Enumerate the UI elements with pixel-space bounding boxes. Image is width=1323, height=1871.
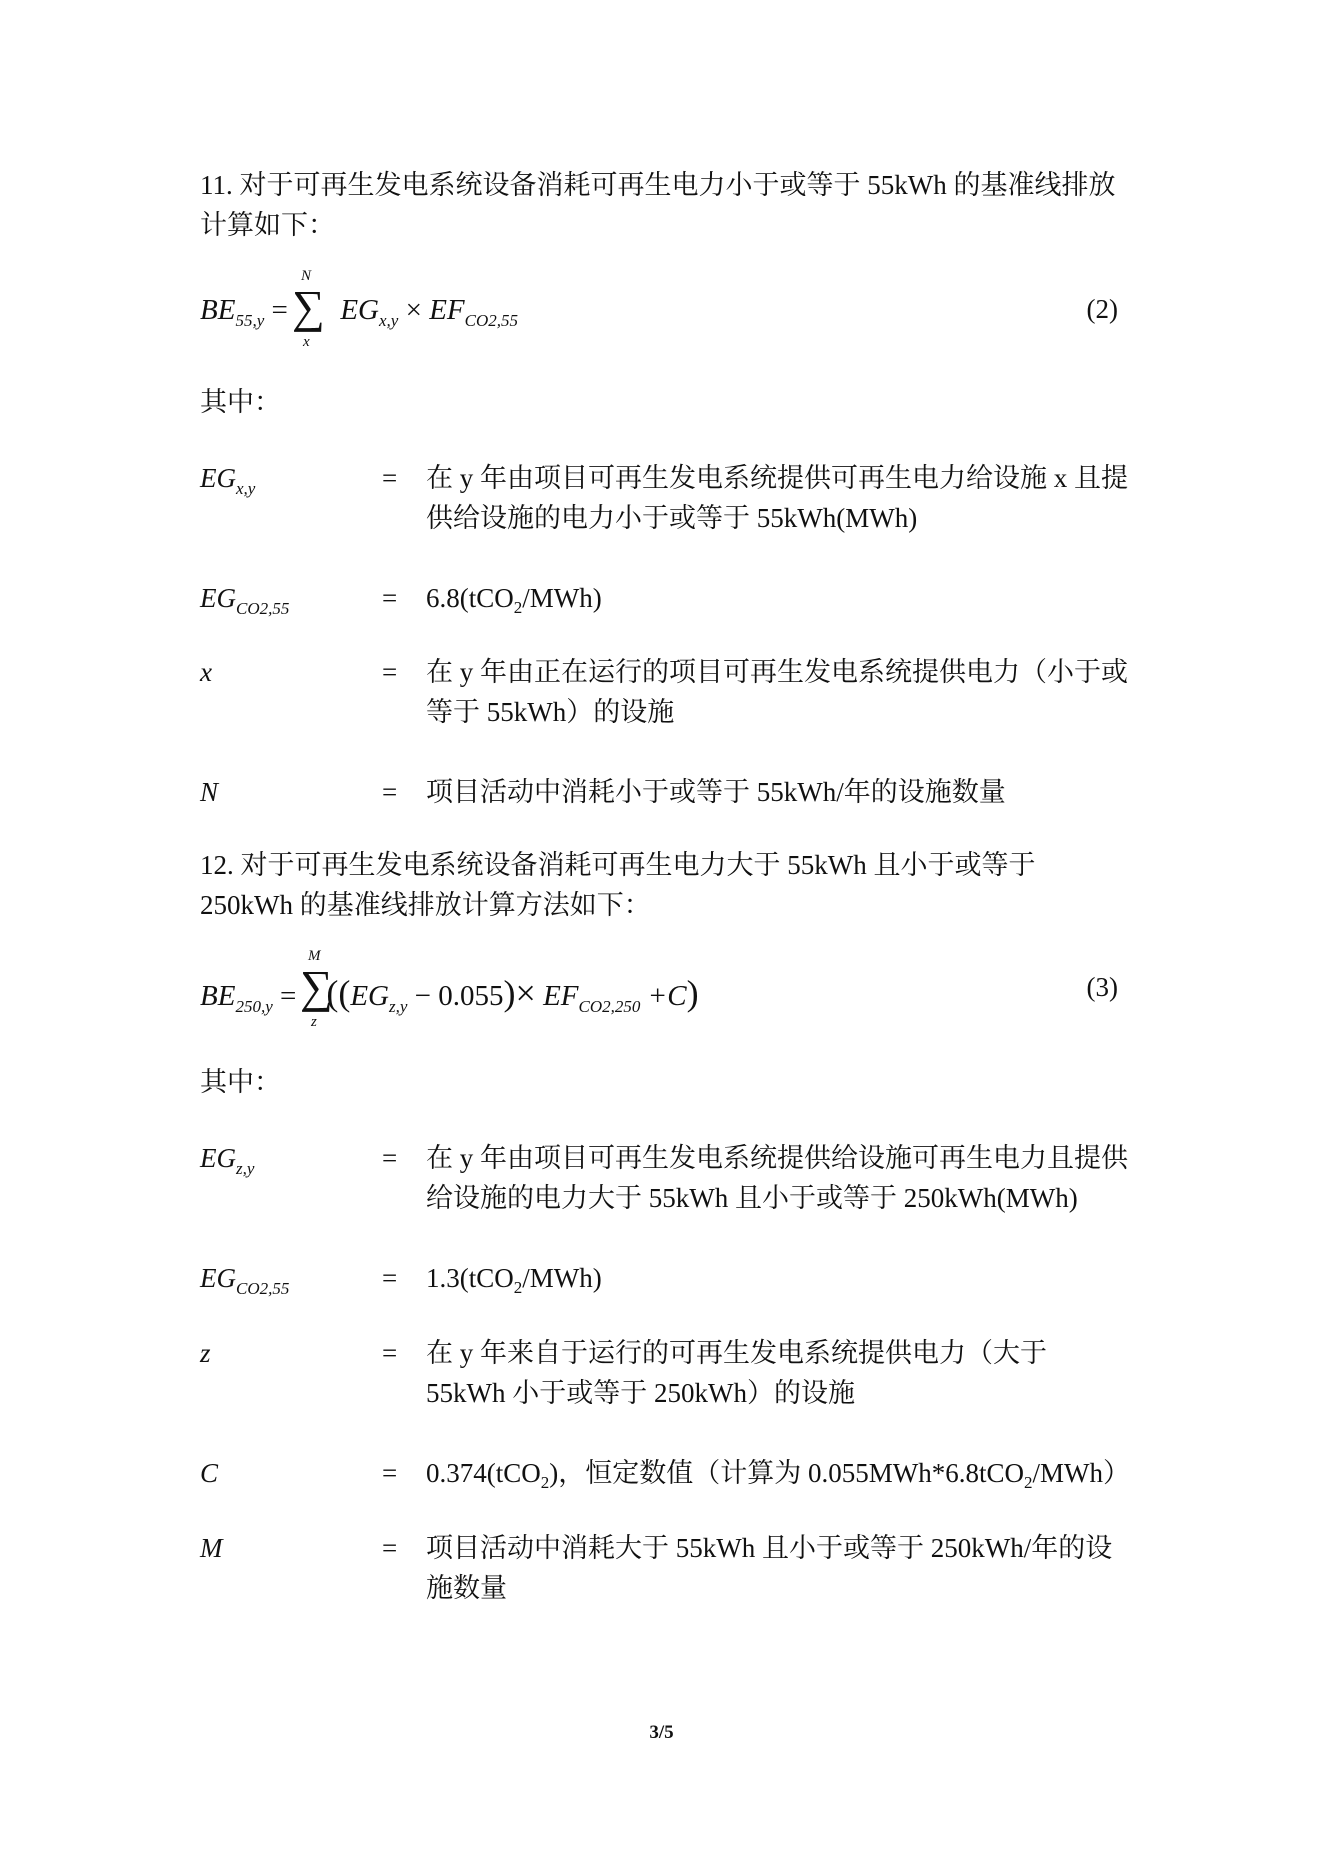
eq2-sum-upper: N <box>301 268 312 284</box>
eq2-sigma-icon: ∑ <box>292 281 325 332</box>
eq3-open-paren: (( <box>326 973 351 1013</box>
definition-text: 在 y 年由项目可再生发电系统提供可再生电力给设施 x 且提供给设施的电力小于或等于 55kWh(MWh) <box>426 463 1128 533</box>
definition-symbol: $EG_{x,y}$ <box>200 463 256 498</box>
eq3-term2-sub: CO2,250 <box>578 997 641 1016</box>
definition-symbol: $EG_{CO2,55}$ <box>200 1263 290 1298</box>
definition-symbol: M <box>200 1533 223 1563</box>
paragraph-11: 11. 对于可再生发电系统设备消耗可再生电力小于或等于 55kWh 的基准线排放计算如下： <box>200 170 1116 240</box>
eq3-lhs-sub: 250,y <box>235 997 273 1016</box>
definition-symbol: C <box>200 1458 219 1488</box>
eq3-sigma-icon: ∑ <box>300 961 333 1012</box>
definition-text: 在 y 年由项目可再生发电系统提供给设施可再生电力且提供给设施的电力大于 55kWh 且小于或等于 250kWh(MWh) <box>426 1143 1128 1213</box>
page-number: 3/5 <box>649 1722 674 1743</box>
eq2-term2-sub: CO2,55 <box>464 311 519 330</box>
eq2-lhs: BE <box>200 294 236 326</box>
eq2-term1-sub: x,y <box>379 311 399 330</box>
eq3-lhs: BE <box>200 980 236 1012</box>
eq3-minus: − 0.055 <box>414 980 504 1012</box>
definition-symbol: $EG_{z,y}$ <box>200 1143 255 1178</box>
eq2-term1: EG <box>340 294 380 326</box>
equals-sign: = <box>382 1143 398 1173</box>
eq2-lhs-sub: 55,y <box>235 311 265 330</box>
equation-3 <box>200 948 1130 1038</box>
equals-sign: = <box>382 463 398 493</box>
equals-sign: = <box>382 777 398 807</box>
equation-3-formula: $BE_{250,y} = ((EG_{z,y} - 0.055)\times EF_{CO2,250} +C)$ <box>200 973 699 1016</box>
definition-text: 1.3(tCO$_2$/MWh) <box>426 1263 602 1297</box>
equals-sign: = <box>382 1263 398 1293</box>
eq3-close-times: )× <box>503 973 536 1013</box>
eq3-term1: EG <box>350 980 389 1012</box>
equals-sign: = <box>382 1338 398 1368</box>
equation-2 <box>200 268 1130 358</box>
definition-symbol: x <box>200 657 212 687</box>
eq2-sum-lower: x <box>303 334 310 350</box>
where-label-1: 其中： <box>200 387 281 417</box>
eq3-term1-sub: z,y <box>389 997 408 1016</box>
eq3-sum-upper: M <box>308 948 321 964</box>
definition-symbol: z <box>200 1338 211 1368</box>
eq3-close-paren: ) <box>686 973 699 1013</box>
definition-symbol: $EG_{CO2,55}$ <box>200 583 290 618</box>
equation-2-formula: $BE_{55,y} = EG_{x,y} \times EF_{CO2,55}$ <box>200 294 519 330</box>
definition-text: 0.374(tCO$_2$)，恒定数值（计算为 0.055MWh*6.8tCO$_2$/MWh） <box>426 1458 1130 1492</box>
eq2-times: × <box>405 294 422 326</box>
equals-sign: = <box>382 1533 398 1563</box>
eq2-term2: EF <box>429 294 465 326</box>
equation-3-number: (3) <box>1086 972 1118 1002</box>
definition-text: 在 y 年来自于运行的可再生发电系统提供电力（大于 55kWh 小于或等于 250kWh）的设施 <box>426 1338 1047 1408</box>
eq3-term2: EF <box>543 980 579 1012</box>
equals-sign: = <box>382 583 398 613</box>
definition-symbol: N <box>200 777 219 807</box>
equals-sign: = <box>382 657 398 687</box>
definition-text: 在 y 年由正在运行的项目可再生发电系统提供电力（小于或等于 55kWh）的设施 <box>426 657 1128 727</box>
equation-2-number: (2) <box>1086 294 1118 324</box>
where-label-2: 其中： <box>200 1067 281 1097</box>
definition-text: 项目活动中消耗大于 55kWh 且小于或等于 250kWh/年的设施数量 <box>426 1533 1113 1603</box>
eq3-sum-lower: z <box>311 1014 317 1030</box>
definition-text: 项目活动中消耗小于或等于 55kWh/年的设施数量 <box>426 777 1006 807</box>
paragraph-12: 12. 对于可再生发电系统设备消耗可再生电力大于 55kWh 且小于或等于 250kWh 的基准线排放计算方法如下： <box>200 850 1036 920</box>
equals-sign: = <box>382 1458 398 1488</box>
definition-text: 6.8(tCO$_2$/MWh) <box>426 583 602 617</box>
eq3-plus-c: +C <box>647 980 687 1012</box>
